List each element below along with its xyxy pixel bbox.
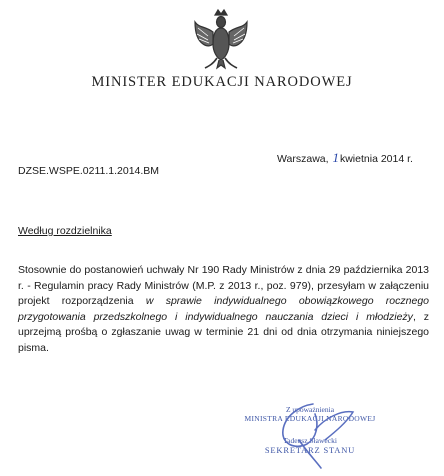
date-line xyxy=(277,150,413,166)
letter-body xyxy=(18,263,429,356)
date-month-year: kwietnia 2014 r. xyxy=(339,153,413,165)
stamp-office: MINISTRA EDUKACJI NARODOWEJ xyxy=(244,414,376,423)
addressee: Według rozdzielnika xyxy=(18,225,112,237)
stamp-authorization: Z upoważnienia xyxy=(285,405,335,414)
ministry-heading: MINISTER EDUKACJI NARODOWEJ xyxy=(91,74,353,90)
polish-eagle-icon xyxy=(191,6,251,72)
body-text-part-1: Stosownie do postanowień uchwały Nr 190 Rady Ministrów z dnia 29 października 2013 r. - Regulamin pracy Rady Ministrów (M.P. z 2013 r., poz. 979), przesyłam w załączeniu projekt rozporządzenia xyxy=(18,264,429,307)
body-text-part-2: , z uprzejmą prośbą o zgłaszanie uwag w terminie 21 dni od dnia otrzymania niniejszego pisma. xyxy=(18,310,429,354)
date-day: 1 xyxy=(332,150,339,165)
stamp-name: Tadeusz Sławecki xyxy=(283,436,337,445)
date-place: Warszawa, xyxy=(277,153,329,165)
regulation-title: w sprawie indywidualnego obowiązkowego rocznego przygotowania przedszkolnego i indywidualnego nauczania dzieci i młodzieży xyxy=(18,295,429,323)
handwritten-signature xyxy=(255,400,365,472)
reference-number: DZSE.WSPE.0211.1.2014.BM xyxy=(18,165,160,177)
stamp-role: SEKRETARZ STANU xyxy=(264,445,356,455)
